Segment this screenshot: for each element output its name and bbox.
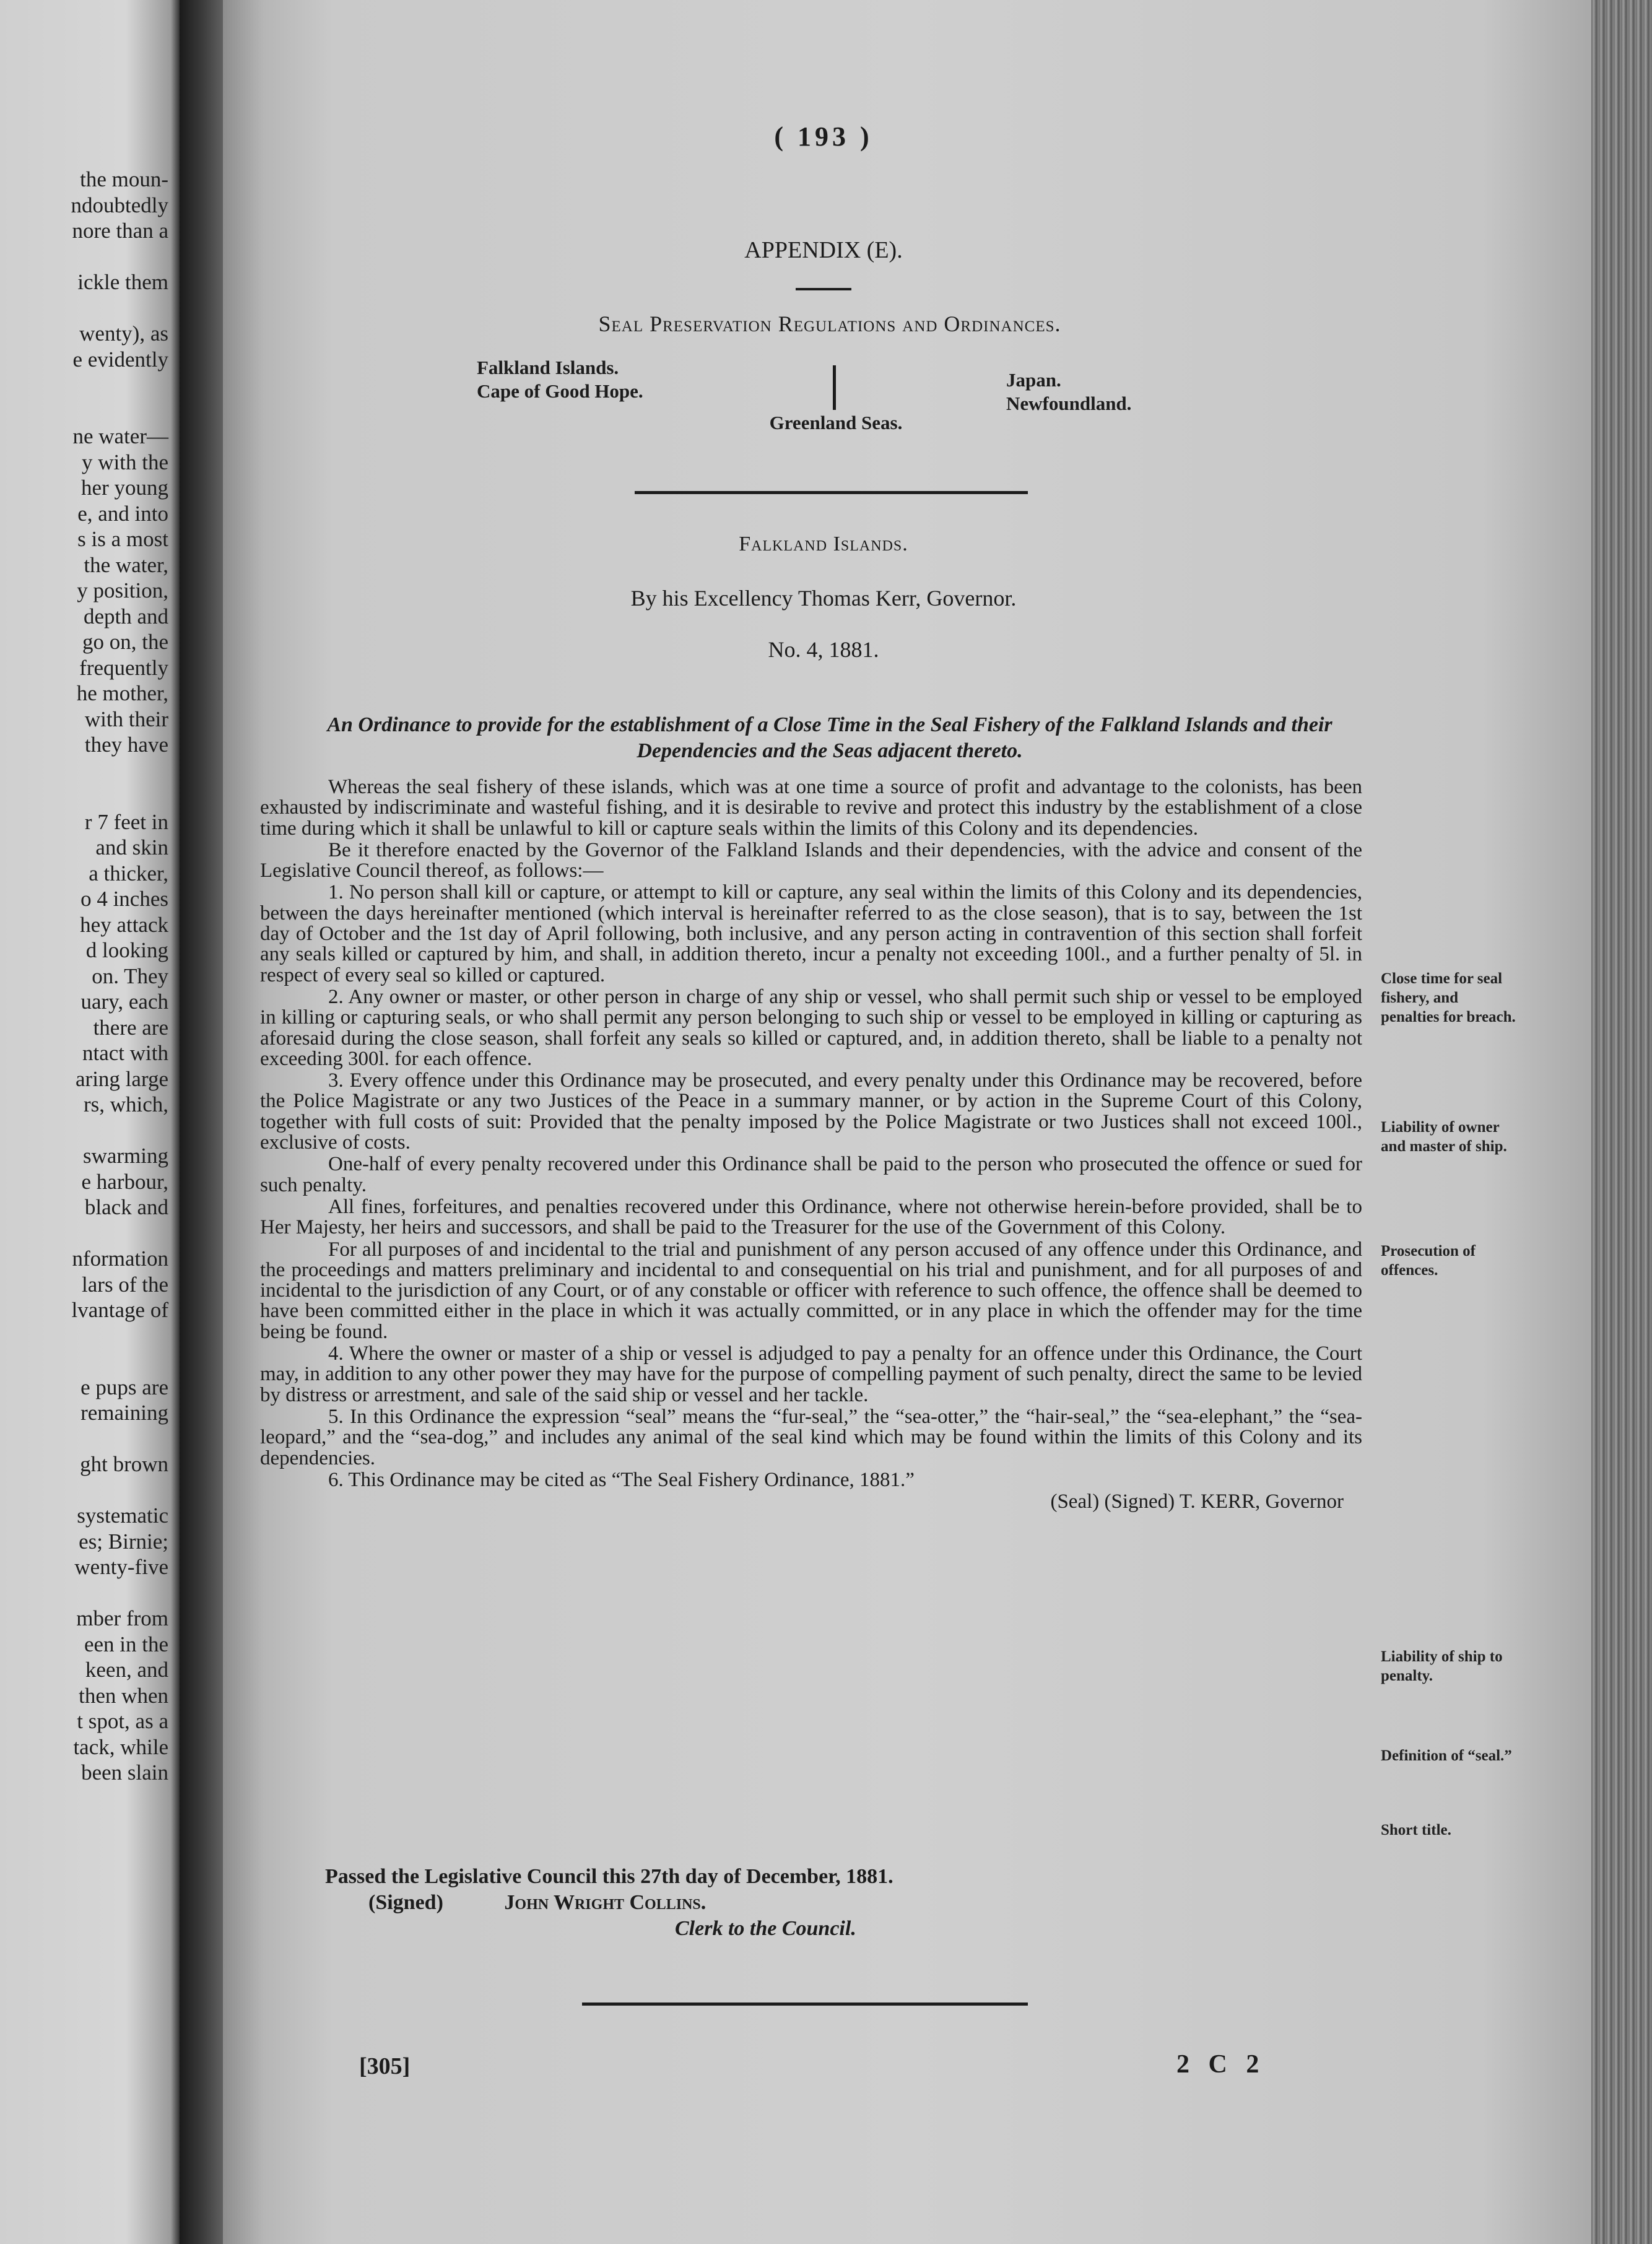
place-greenland: Greenland Seas. xyxy=(769,412,903,433)
facing-page-line: aring large xyxy=(76,1066,168,1091)
facing-page-line: ght brown xyxy=(80,1452,168,1476)
print-reference: [305] xyxy=(359,2053,411,2079)
short-rule xyxy=(796,288,851,290)
facing-page-line: y position, xyxy=(77,578,168,602)
facing-page-line: systematic xyxy=(77,1503,168,1528)
margin-note-definition: Definition of “seal.” xyxy=(1381,1747,1512,1764)
paragraph-jurisdiction: For all purposes of and incidental to the trial and punishment of any person accused of any offence under this Ordinance, and the proceedings and matters preliminary and incidental to and consequential on his trial and punishment, and for all purposes of and incidental to the jurisdiction of any Court, or of any constable or officer with reference to such offence, the offence shall be deemed to have been committed either in the place in which it was actually committed, or in any place in which the offender may for the time being be found. xyxy=(260,1238,1362,1343)
section-title: Seal Preservation Regulations and Ordinances. xyxy=(598,311,1061,336)
margin-note-close-time: Close time for seal fishery, and penalties for breach. xyxy=(1381,970,1516,1025)
paragraph-section-2: 2. Any owner or master, or other person in charge of any ship or vessel, who shall permit such ship or vessel to be employed in killing or capturing seals, or who shall permit any person belonging to such ship or vessel to be employed in killing or capturing as aforesaid during the close season, shall forfeit any seals so killed or captured, and, in addition thereto, shall be liable to a penalty not exceeding 300l. for each offence. xyxy=(260,985,1362,1070)
paragraph-enactment: Be it therefore enacted by the Governor of the Falkland Islands and their dependencies, with the advice and consent of the Legislative Council thereof, as follows:— xyxy=(260,838,1362,882)
facing-page-line: nformation xyxy=(72,1246,168,1271)
paragraph-section-1: 1. No person shall kill or capture, or attempt to kill or capture, any seal within the limits of this Colony and its dependencies, between the days hereinafter mentioned (which interval is hereinafter referred to as the close season), that is to say, between the 1st day of October and the 1st day of April following, both inclusive, and any person acting in contravention of this section shall forfeit any seals killed or captured by him, and shall, in addition thereto, incur a penalty not exceeding 100l., and a further penalty of 5l. in respect of every seal so killed or captured. xyxy=(260,881,1362,986)
facing-page-line: ne water— xyxy=(72,424,168,448)
passed-block xyxy=(325,1864,1316,1942)
facing-page-line: e harbour, xyxy=(81,1169,168,1194)
facing-page-line: they have xyxy=(84,733,168,757)
place-cape: Cape of Good Hope. xyxy=(477,380,643,402)
clerk-title: Clerk to the Council. xyxy=(675,1917,856,1940)
facing-page-line: he mother, xyxy=(76,681,168,705)
margin-note-liability-ship: Liability of ship to penalty. xyxy=(1381,1648,1503,1684)
facing-page-line: with their xyxy=(84,707,168,731)
facing-page-line: hey attack xyxy=(80,912,168,937)
signature-mark: 2 C 2 xyxy=(1176,2050,1266,2079)
facing-page-line: d looking xyxy=(85,938,168,962)
facing-page-line: keen, and xyxy=(85,1658,168,1682)
facing-page-line: and skin xyxy=(95,835,168,859)
ordinance-title: An Ordinance to provide for the establishment of a Close Time in the Seal Fishery of the Falkland Islands and their Dependencies and the Seas adjacent thereto. xyxy=(327,713,1332,762)
facing-page-line: on. They xyxy=(92,963,168,988)
signature-line: (Seal) (Signed) T. KERR, Governor xyxy=(1050,1490,1344,1513)
facing-page-line: a thicker, xyxy=(89,861,168,885)
divider-bar xyxy=(833,365,836,410)
facing-page-line: o 4 inches xyxy=(80,887,168,911)
bottom-rule xyxy=(582,2003,1028,2006)
facing-page-line: y with the xyxy=(82,450,168,474)
facing-page-line: wenty), as xyxy=(79,321,168,346)
places-right xyxy=(1006,368,1131,415)
facing-page-line: e evidently xyxy=(72,347,168,372)
facing-page-line: her young xyxy=(81,476,168,500)
ordinance-heading: Falkland Islands. xyxy=(739,533,908,555)
facing-page-line: ntact with xyxy=(82,1041,168,1065)
facing-page-line: e, and into xyxy=(77,501,168,526)
paragraph-section-5: 5. In this Ordinance the expression “seal” means the “fur-seal,” the “sea-otter,” the “hair-seal,” the “sea-elephant,” the “sea-leopard,” and the “sea-dog,” and includes any animal of the seal kind which may be found within the limits of this Colony and its dependencies. xyxy=(260,1405,1362,1469)
facing-page-line: frequently xyxy=(79,655,168,680)
facing-page-line: es; Birnie; xyxy=(79,1529,168,1554)
page-edges xyxy=(1591,0,1652,2244)
paragraph-section-4: 4. Where the owner or master of a ship or vessel is adjudged to pay a penalty for an offence under this Ordinance, the Court may, in addition to any other power they may have for the purpose of compelling payment of such penalty, direct the same to be levied by distress or arrestment, and sale of the said ship or vessel and her tackle. xyxy=(260,1342,1362,1406)
margin-note-prosecution: Prosecution of offences. xyxy=(1381,1243,1476,1279)
paragraph-penalty-half: One-half of every penalty recovered under this Ordinance shall be paid to the person who prosecuted the offence or sued for such penalty. xyxy=(260,1153,1362,1196)
facing-page-line: there are xyxy=(93,1015,168,1040)
place-newfoundland: Newfoundland. xyxy=(1006,393,1132,414)
margin-note-liability-owner: Liability of owner and master of ship. xyxy=(1381,1119,1507,1155)
page xyxy=(223,0,1591,2244)
facing-page-line: the moun- xyxy=(80,167,168,191)
facing-page-line: then when xyxy=(79,1683,168,1708)
long-rule xyxy=(635,491,1028,494)
clerk-name: John Wright Collins. xyxy=(504,1891,706,1914)
facing-page-line: depth and xyxy=(83,604,168,628)
place-japan: Japan. xyxy=(1006,369,1061,391)
facing-page-line: lvantage of xyxy=(71,1298,168,1322)
facing-page-line: the water, xyxy=(84,552,168,577)
paragraph-preamble: Whereas the seal fishery of these islands, which was at one time a source of profit and advantage to the colonists, has been exhausted by indiscriminate and wasteful fishing, and it is desirable to revive and protect this industry by the establishment of a close time during which it shall be unlawful to kill or capture seals within the limits of this Colony and its dependencies. xyxy=(260,776,1362,840)
appendix-heading: APPENDIX (E). xyxy=(744,237,903,263)
place-falkland: Falkland Islands. xyxy=(477,357,619,378)
facing-page-line: lars of the xyxy=(82,1272,168,1297)
facing-page-line: nore than a xyxy=(72,219,168,243)
facing-page-fragment xyxy=(0,0,180,2244)
facing-page-line: uary, each xyxy=(80,989,168,1014)
facing-page-line: s is a most xyxy=(77,527,168,551)
page-number: ( 193 ) xyxy=(774,121,873,152)
margin-note-short-title: Short title. xyxy=(1381,1822,1451,1838)
facing-page-line: remaining xyxy=(80,1401,168,1425)
facing-page-line: swarming xyxy=(82,1144,168,1168)
facing-page-line: go on, the xyxy=(82,630,168,654)
facing-page-line: ndoubtedly xyxy=(71,193,168,217)
facing-page-line: rs, which, xyxy=(83,1092,168,1116)
facing-page-line: e pups are xyxy=(80,1375,168,1399)
paragraph-fines: All fines, forfeitures, and penalties recovered under this Ordinance, where not otherwise herein-before provided, shall be to Her Majesty, her heirs and successors, and shall be paid to the Treasurer for the use of the Government of this Colony. xyxy=(260,1195,1362,1239)
facing-page-line: wenty-five xyxy=(74,1555,168,1579)
signed-label: (Signed) xyxy=(368,1891,443,1914)
clerk-line xyxy=(325,1890,1316,1916)
facing-page-line: tack, while xyxy=(73,1734,168,1759)
ordinance-body xyxy=(260,777,1362,1513)
paragraph-section-6: 6. This Ordinance may be cited as “The Seal Fishery Ordinance, 1881.” xyxy=(328,1468,915,1491)
places-left xyxy=(477,356,643,403)
facing-page-line: been slain xyxy=(81,1760,168,1785)
facing-page-line: mber from xyxy=(76,1606,168,1630)
passed-line: Passed the Legislative Council this 27th day of December, 1881. xyxy=(325,1865,893,1888)
facing-page-line: een in the xyxy=(84,1632,168,1656)
facing-page-line: r 7 feet in xyxy=(84,809,168,834)
facing-page-line: ickle them xyxy=(77,270,168,294)
facing-page-line: black and xyxy=(84,1195,168,1219)
facing-page-line: t spot, as a xyxy=(77,1709,168,1733)
paragraph-section-3: 3. Every offence under this Ordinance may be prosecuted, and every penalty under this Ordinance may be recovered, before the Police Magistrate or any two Justices of the Peace in a summary manner, or by action in the Supreme Court of this Colony, together with full costs of suit: Provided that the penalty imposed by the Police Magistrate or two Justices shall not exceed 100l., exclusive of costs. xyxy=(260,1069,1362,1154)
ordinance-authority: By his Excellency Thomas Kerr, Governor. xyxy=(630,586,1017,611)
ordinance-number: No. 4, 1881. xyxy=(768,637,879,662)
